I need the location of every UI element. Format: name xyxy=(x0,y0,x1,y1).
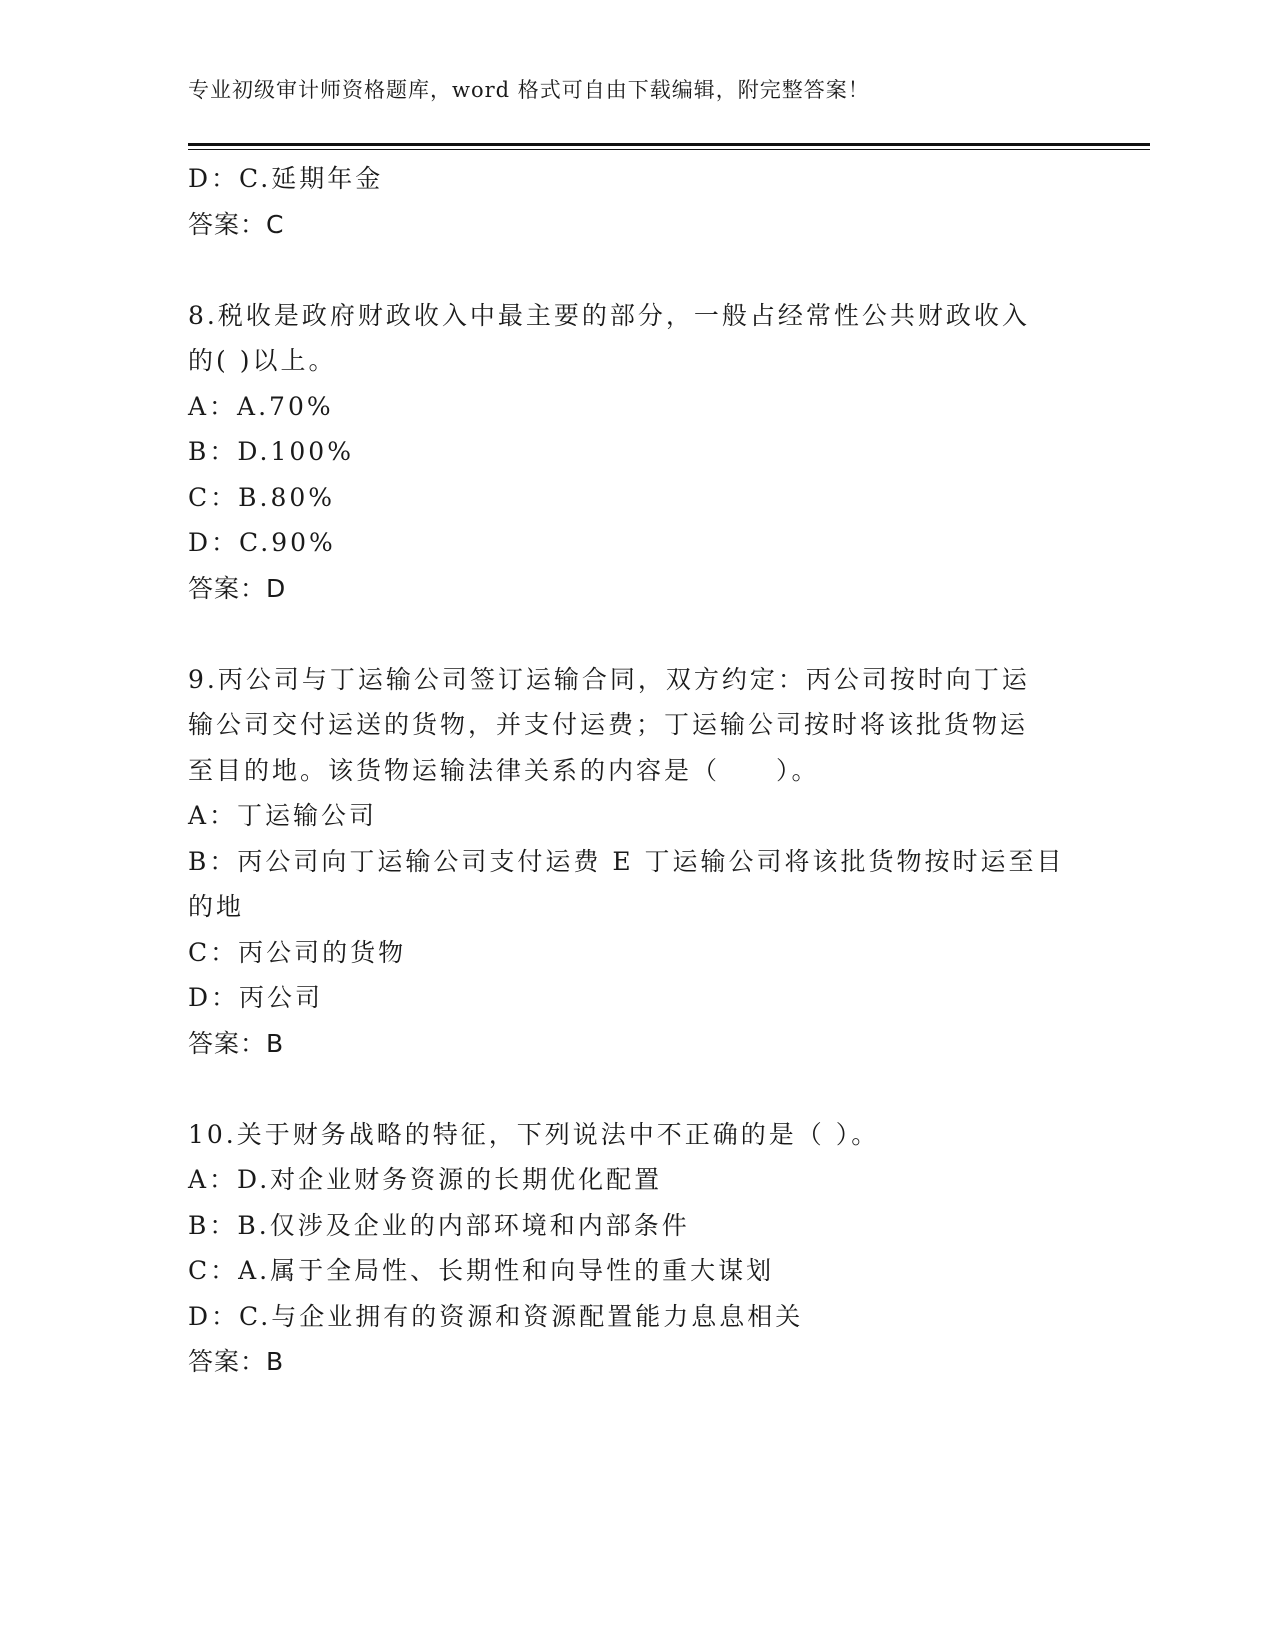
option-line: B：D.100% xyxy=(188,437,354,466)
question-9 xyxy=(188,657,1088,1067)
option-line: B：丙公司向丁运输公司支付运费 E 丁运输公司将该批货物按时运至目 xyxy=(188,846,1065,876)
option-line: B：B.仅涉及企业的内部环境和内部条件 xyxy=(188,1210,690,1240)
spacer xyxy=(188,1066,1088,1112)
spacer xyxy=(188,247,1088,293)
question-text-line: 的( )以上。 xyxy=(188,346,337,375)
option-line: A：D.对企业财务资源的长期优化配置 xyxy=(188,1165,663,1194)
option-line: C：A.属于全局性、长期性和向导性的重大谋划 xyxy=(188,1256,775,1285)
question-text-line: 10.关于财务战略的特征，下列说法中不正确的是（ ）。 xyxy=(188,1119,880,1149)
option-line: A：丁运输公司 xyxy=(188,801,378,830)
question-text-line: 输公司交付运送的货物，并支付运费；丁运输公司按时将该批货物运 xyxy=(188,710,1029,739)
option-line: A：A.70% xyxy=(188,391,334,421)
option-line: 的地 xyxy=(188,892,245,921)
question-10 xyxy=(188,1112,1088,1385)
option-line: C：丙公司的货物 xyxy=(188,937,407,967)
question-8 xyxy=(188,293,1088,612)
header-note: 专业初级审计师资格题库，word 格式可自由下载编辑，附完整答案！ xyxy=(188,78,870,102)
previous-question-tail xyxy=(188,156,1088,247)
option-line: D：C.90% xyxy=(188,528,336,557)
answer-line: 答案：B xyxy=(188,1028,285,1058)
spacer xyxy=(188,611,1088,657)
question-text-line: 8.税收是政府财政收入中最主要的部分，一般占经常性公共财政收入 xyxy=(188,300,1030,330)
option-line: D：丙公司 xyxy=(188,983,324,1012)
document-body xyxy=(188,156,1088,1385)
answer-line: 答案：B xyxy=(188,1347,285,1376)
option-line: D：C.延期年金 xyxy=(188,164,384,193)
question-text-line: 至目的地。该货物运输法律关系的内容是（ ）。 xyxy=(188,755,820,785)
option-line: C：B.80% xyxy=(188,482,336,512)
question-text-line: 9.丙公司与丁运输公司签订运输合同，双方约定：丙公司按时向丁运 xyxy=(188,664,1030,694)
answer-line: 答案：C xyxy=(188,209,285,239)
option-line: D：C.与企业拥有的资源和资源配置能力息息相关 xyxy=(188,1301,804,1331)
header-rule-thick xyxy=(188,143,1150,146)
answer-line: 答案：D xyxy=(188,573,287,603)
header-rule-thin xyxy=(188,149,1150,150)
